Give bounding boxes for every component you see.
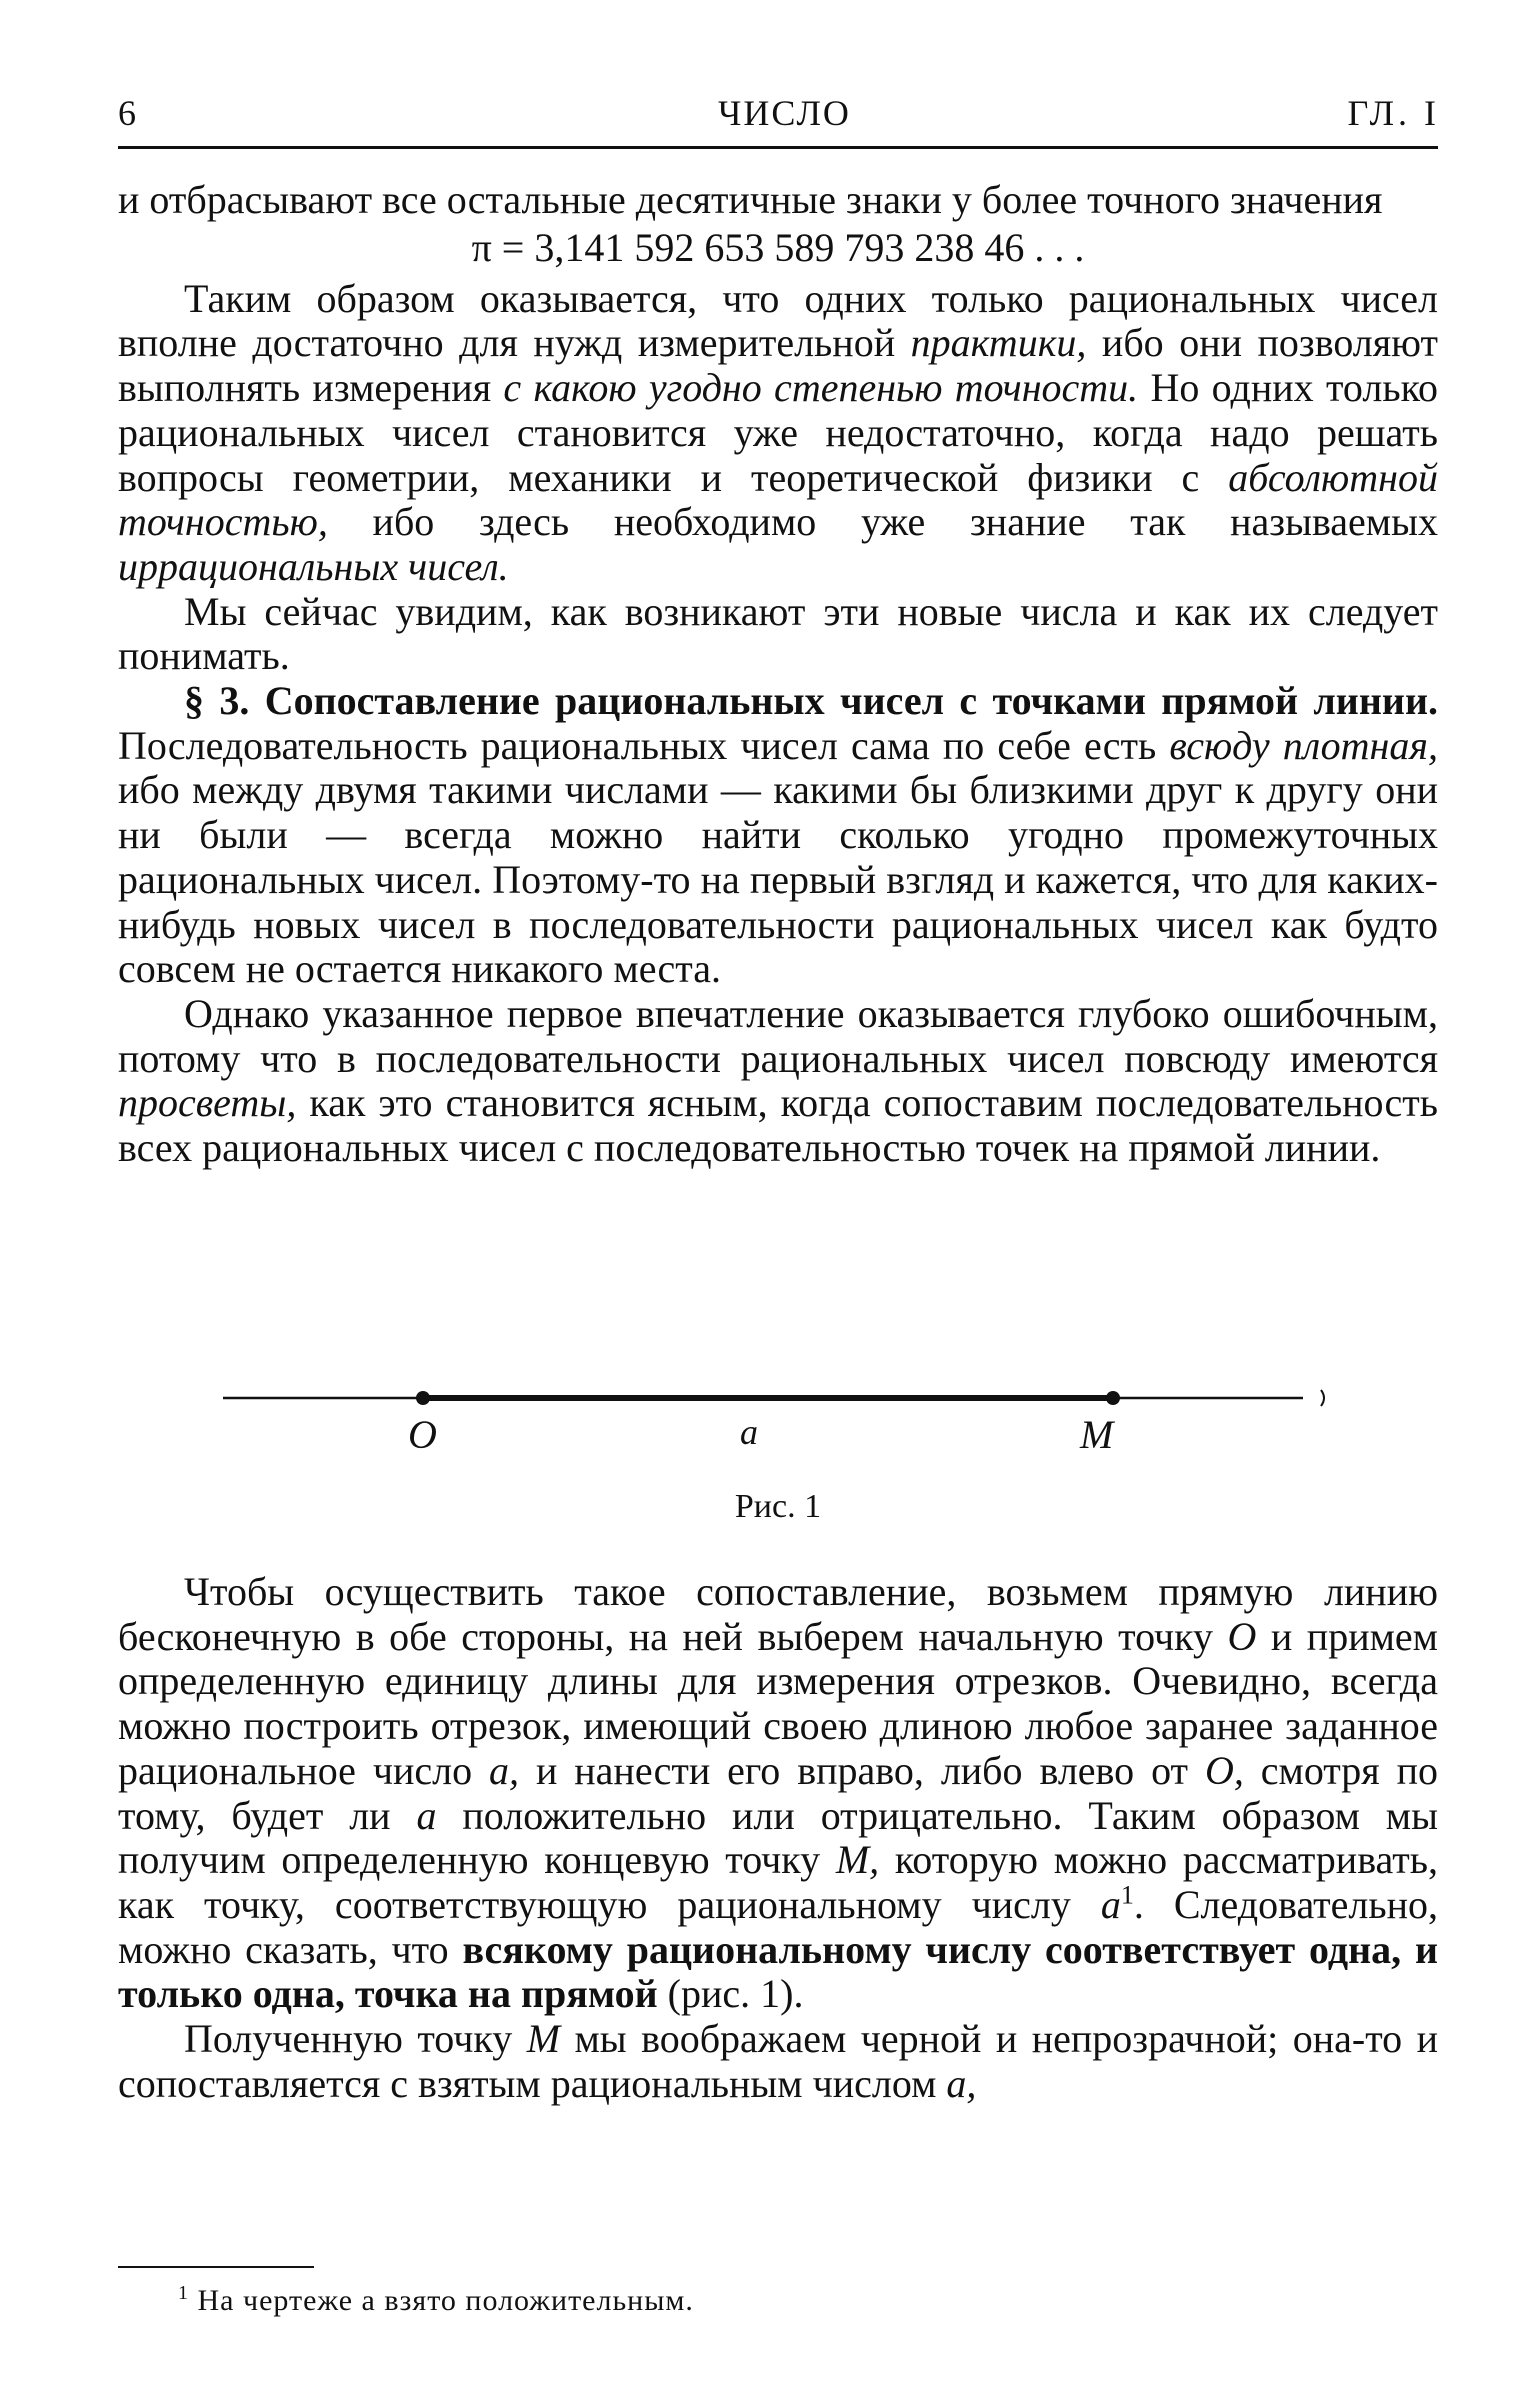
text-block-bottom [118,1570,1438,2106]
footnote-rule [118,2266,314,2268]
number-line-svg [118,1370,1438,1490]
paragraph-practice: Таким образом оказывается, что одних только рациональных чисел вполне достаточно для нужд измерительной практики, ибо они позволяют выполнять измерения с какою угодно степенью точности. Но одних только рациональных чисел становится уже недостаточно, когда надо решать вопросы геометрии, механики и теоретической физики с абсолютной точностью, ибо здесь необходимо уже знание так называемых иррациональных чисел. [118,275,1439,589]
paragraph-black-point: Полученную точку M мы воображаем черной и непрозрачной; она-то и сопоставляется с взятым рациональным числом a, [118,2016,1438,2106]
text-block-top [118,178,1438,1171]
paragraph-however: Однако указанное первое впечатление оказывается глубоко ошибочным, потому что в последовательности рациональных чисел повсюду имеются просветы, как это становится ясным, когда сопоставим последовательность всех рациональных чисел с последовательностью точек на прямой линии. [118,990,1438,1171]
label-m: M [1080,1412,1114,1457]
point-o [416,1391,430,1405]
footnote-ref: 1 [1120,1880,1134,1910]
paragraph-compare: Чтобы осуществить такое сопоставление, возьмем прямую линию бесконечную в обе стороны, на ней выберем начальную точку O и примем определенную единицу длины для измерения отрезков. Очевидно, всегда можно построить отрезок, имеющий своею длиною любое заранее заданное рациональное число a, и нанести его вправо, либо влево от O, смотря по тому, будет ли a положительно или отрицательно. Таким образом мы получим определенную концевую точку M, которую можно рассматривать, как точку, соответствующую рациональному числу $a^1$. Следовательно, можно сказать, что всякому рациональному числу соответствует одна, и только одна, точка на прямой (рис. 1). [118,1569,1439,2017]
paragraph-soon: Мы сейчас увидим, как возникают эти новые числа и как их следует понимать. [118,588,1438,679]
footnote-text: На чертеже a взято положительным. [197,2284,694,2317]
footnote [178,2284,694,2318]
page-header [118,92,1440,142]
point-m [1106,1391,1120,1405]
pi-formula: π = 3,141 592 653 589 793 238 46 . . . [471,224,1085,270]
line-end-mark [1321,1390,1324,1406]
page-number: 6 [118,93,138,133]
running-title: ЧИСЛО [718,93,851,133]
chapter-label: ГЛ. I [1347,93,1440,133]
label-o: O [408,1412,437,1457]
section-3-paragraph: § 3. Сопоставление рациональных чисел с точками прямой линии. Последовательность рациональных чисел сама по себе есть всюду плотная, ибо между двумя такими числами — какими бы близкими друг к другу они ни были — всегда можно найти сколько угодно промежуточных рациональных чисел. Поэтому-то на первый взгляд и кажется, что для каких-нибудь новых чисел в последовательности рациональных чисел как будто совсем не остается никакого места. [118,678,1438,992]
figure-caption: Рис. 1 [734,1488,822,1525]
label-a: a [740,1412,758,1452]
footnote-mark: 1 [178,2282,189,2304]
section-3-heading: § 3. Сопоставление рациональных чисел с точками прямой линии. [184,678,1438,724]
header-rule [118,146,1438,149]
paragraph-continuation: и отбрасывают все остальные десятичные знаки у более точного значения [118,177,1383,222]
